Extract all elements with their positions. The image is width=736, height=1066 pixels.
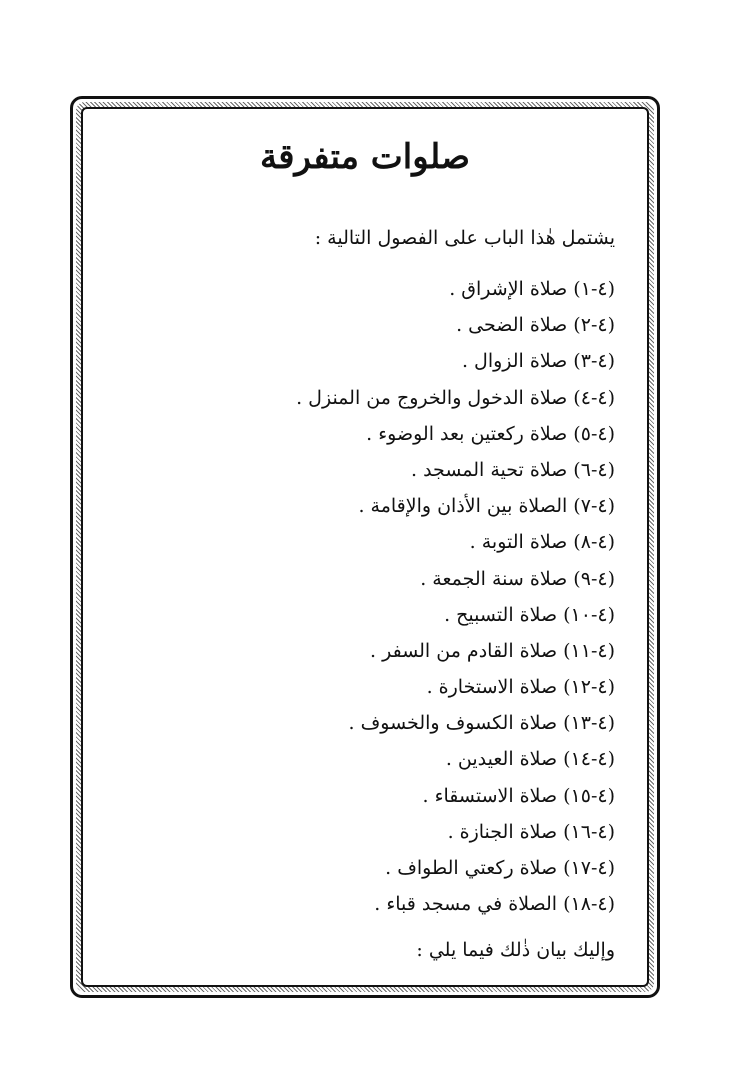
section-label: صلاة الدخول والخروج من المنزل .: [296, 386, 568, 409]
section-label: صلاة ركعتين بعد الوضوء .: [366, 422, 568, 445]
section-item: [296, 343, 615, 379]
section-label: صلاة الاستسقاء .: [422, 784, 558, 807]
section-label: صلاة الزوال .: [461, 350, 568, 373]
section-number: (٤-١٥): [563, 784, 615, 807]
section-label: صلاة تحية المسجد .: [411, 458, 568, 481]
section-item: [296, 307, 615, 343]
section-item: [296, 271, 615, 307]
section-item: [296, 778, 615, 814]
section-label: صلاة القادم من السفر .: [370, 639, 558, 662]
section-item: [296, 597, 615, 633]
page-frame: [70, 96, 660, 998]
section-label: الصلاة في مسجد قباء .: [374, 893, 558, 916]
section-item: [296, 850, 615, 886]
section-number: (٤-٦): [573, 458, 615, 481]
section-item: [296, 633, 615, 669]
section-number: (٤-١٢): [563, 676, 615, 699]
section-item: [296, 524, 615, 560]
section-label: صلاة الإشراق .: [449, 278, 568, 300]
section-item: [296, 380, 615, 416]
page-title: صلوات متفرقة: [260, 137, 470, 177]
outro-text: وإليك بيان ذٰلك فيما يلي :: [416, 939, 615, 961]
section-number: (٤-١٨): [563, 893, 615, 916]
section-label: الصلاة بين الأذان والإقامة .: [358, 495, 568, 518]
section-label: صلاة التسبيح .: [444, 603, 558, 626]
section-number: (٤-١٠): [563, 603, 615, 626]
section-number: (٤-٧): [573, 495, 615, 518]
section-item: [296, 488, 615, 524]
intro-text: يشتمل هٰذا الباب على الفصول التالية :: [314, 227, 615, 249]
section-number: (٤-٤): [573, 386, 615, 409]
section-item: [296, 705, 615, 741]
section-label: صلاة التوبة .: [469, 531, 568, 554]
section-label: صلاة الاستخارة .: [426, 676, 558, 699]
section-number: (٤-٨): [573, 531, 615, 554]
section-number: (٤-١): [573, 278, 615, 300]
section-label: صلاة الضحى .: [456, 314, 568, 337]
page-content: [83, 109, 647, 985]
section-number: (٤-٢): [573, 314, 615, 337]
section-number: (٤-٥): [573, 422, 615, 445]
section-item: [296, 561, 615, 597]
section-number: (٤-٩): [573, 567, 615, 590]
section-item: [296, 741, 615, 777]
section-number: (٤-١٤): [563, 748, 615, 771]
frame-inner: [81, 107, 649, 987]
section-number: (٤-١١): [563, 639, 615, 662]
section-label: صلاة الكسوف والخسوف .: [348, 712, 558, 735]
section-item: [296, 814, 615, 850]
section-list: [296, 271, 615, 922]
section-label: صلاة سنة الجمعة .: [420, 567, 568, 590]
section-number: (٤-١٧): [563, 857, 615, 879]
section-number: (٤-١٦): [563, 820, 615, 843]
section-number: (٤-٣): [573, 350, 615, 373]
section-item: [296, 416, 615, 452]
section-label: صلاة ركعتي الطواف .: [385, 857, 558, 879]
section-label: صلاة الجنازة .: [447, 820, 558, 843]
section-label: صلاة العيدين .: [445, 748, 558, 771]
section-item: [296, 452, 615, 488]
section-item: [296, 886, 615, 922]
section-item: [296, 669, 615, 705]
section-number: (٤-١٣): [563, 712, 615, 735]
